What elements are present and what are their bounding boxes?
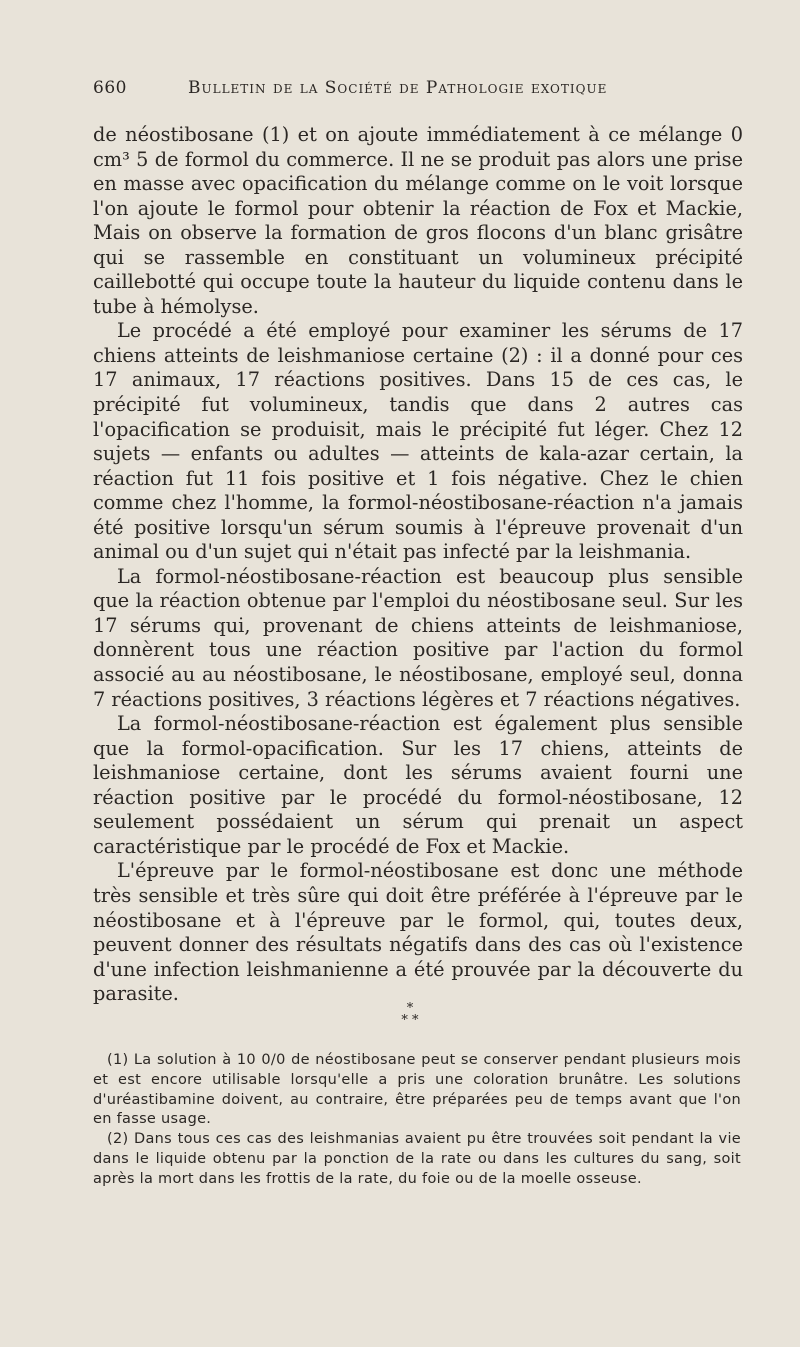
paragraph: La formol-néostibosane-réaction est beaucoup plus sensible que la réaction obtenue par l'emploi du néostibosane seul. Sur les 17 sérums qui, provenant de chiens atteints de leishmaniose, donnèrent tous une réaction positive par l'action du formol associé au au néostibosane, le néostibosane, employé seul, donna 7 réactions positives, 3 réactions légères et 7 réactions négatives. (93, 564, 743, 711)
separator-stars-bottom: * * (401, 1013, 419, 1028)
separator-star-top: * (406, 1001, 414, 1016)
paragraph: Le procédé a été employé pour examiner les sérums de 17 chiens atteints de leishmaniose certaine (2) : il a donné pour ces 17 animaux, 17 réactions positives. Dans 15 de ces cas, le précipité fut volumineux, tandis que dans 2 autres cas l'opacification se produisit, mais le précipité fut léger. Chez 12 sujets — enfants ou adultes — atteints de kala-azar certain, la réaction fut 11 fois positive et 1 fois négative. Chez le chien comme chez l'homme, la formol-néostibosane-réaction n'a jamais été positive lorsqu'un sérum soumis à l'épreuve provenait d'un animal ou d'un sujet qui n'était pas infecté par la leishmania. (93, 319, 743, 564)
footnote: (2) Dans tous ces cas des leishmanias avaient pu être trouvées soit pendant la vie dans le liquide obtenu par la ponction de la rate ou dans les cultures du sang, soit après la mort dans les frottis de la rate, du foie ou de la moelle osseuse. (93, 1131, 741, 1187)
paragraph: La formol-néostibosane-réaction est également plus sensible que la formol-opacification. Sur les 17 chiens, atteints de leishmaniose certaine, dont les sérums avaient fourni une réaction positive par le procédé du formol-néostibosane, 12 seulement possédaient un sérum qui prenait un aspect caractéristique par le procédé de Fox et Mackie. (93, 712, 743, 858)
section-separator (380, 1003, 440, 1027)
article-body (93, 123, 743, 1007)
page-number: 660 (93, 78, 127, 98)
paragraph-continuation: de néostibosane (1) et on ajoute immédiatement à ce mélange 0 cm³ 5 de formol du commerce. Il ne se produit pas alors une prise en masse avec opacification du mélange comme on le voit lorsque l'on ajoute le formol pour obtenir la réaction de Fox et Mackie, Mais on observe la formation de gros flocons d'un blanc grisâtre qui se rassemble en constituant un volumineux précipité caillebotté qui occupe toute la hauteur du liquide contenu dans le tube à hémolyse. (93, 123, 743, 318)
running-title: Bulletin de la Société de Pathologie exotique (188, 78, 608, 98)
footnote: (1) La solution à 10 0/0 de néostibosane peut se conserver pendant plusieurs mois et est encore utilisable lorsqu'elle a pris une coloration brunâtre. Les solutions d'uréastibamine doivent, au contraire, être préparées peu de temps avant que l'on en fasse usage. (93, 1052, 741, 1128)
footnotes (93, 1051, 741, 1190)
paragraph: L'épreuve par le formol-néostibosane est donc une méthode très sensible et très sûre qui doit être préférée à l'épreuve par le néostibosane et à l'épreuve par le formol, qui, toutes deux, peuvent donner des résultats négatifs dans des cas où l'existence d'une infection leishmanienne a été prouvée par la découverte du parasite. (93, 859, 743, 1006)
